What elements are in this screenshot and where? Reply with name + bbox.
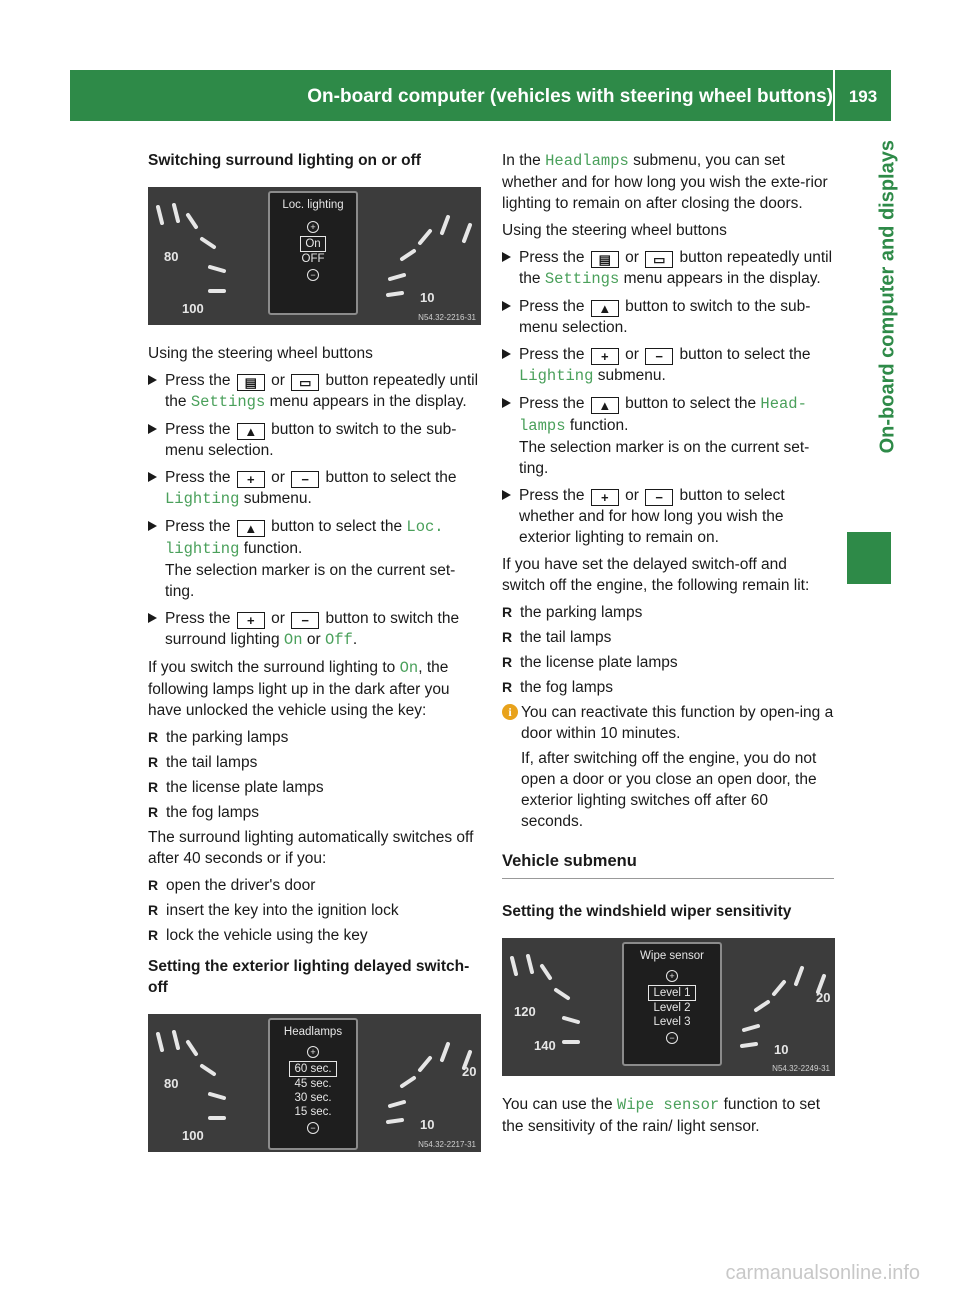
arrow-icon <box>148 521 157 531</box>
step-1: Press the ▤ or ▭ button repeatedly until the Settings menu appears in the display. <box>148 370 481 413</box>
plus-circle-icon: + <box>307 1046 319 1058</box>
list-item: R insert the key into the ignition lock <box>148 902 399 919</box>
plus-circle-icon: + <box>307 221 319 233</box>
side-tab-label: On-board computer and displays <box>876 140 898 454</box>
minus-key-icon: − <box>291 471 319 488</box>
minus-key-icon: − <box>291 612 319 629</box>
plus-circle-icon: + <box>666 970 678 982</box>
step-5: Press the + or − button to select whether and for how long you wish the exterior lighting to remain on. <box>502 485 834 548</box>
screen-option: 15 sec. <box>294 1106 332 1118</box>
step-1: Press the ▤ or ▭ button repeatedly until the Settings menu appears in the display. <box>502 247 834 290</box>
minus-circle-icon: − <box>666 1032 678 1044</box>
paragraph-headlamps-intro: In the Headlamps submenu, you can set whether and for how long you wish the exte-rior lighting to remain on after closing the doors. <box>502 152 828 212</box>
display-screen <box>268 1018 358 1150</box>
left-column <box>148 150 481 1170</box>
gauge-right-label-2: 20 <box>816 990 831 1005</box>
figure-code: N54.32-2216-31 <box>418 313 476 322</box>
display-screen <box>268 191 358 315</box>
plus-key-icon: + <box>591 489 619 506</box>
gauge-left-label-2: 100 <box>182 301 204 316</box>
watermark: carmanualsonline.info <box>725 1262 920 1284</box>
page-number: 193 <box>848 87 878 106</box>
info-note: i You can reactivate this function by open-ing a door within 10 minutes. If, after switching off the engine, you do not open a door or you close an open door, the exterior lighting switches off after 60 seconds. <box>502 702 834 832</box>
list-item: R the license plate lamps <box>148 779 324 796</box>
minus-key-icon: − <box>645 348 673 365</box>
figure-loc-lighting <box>148 187 481 325</box>
figure-code: N54.32-2249-31 <box>772 1064 830 1073</box>
minus-circle-icon: − <box>307 269 319 281</box>
header-title: On-board computer (vehicles with steering wheel buttons) <box>307 86 833 107</box>
section-heading-vehicle-submenu: Vehicle submenu <box>502 852 637 870</box>
screen-option-selected: 60 sec. <box>289 1061 336 1077</box>
figure-code: N54.32-2217-31 <box>418 1140 476 1149</box>
arrow-icon <box>502 490 511 500</box>
list-item: R the parking lamps <box>502 604 643 621</box>
arrow-icon <box>502 252 511 262</box>
arrow-icon <box>502 301 511 311</box>
paragraph-wipe-sensor: You can use the Wipe sensor function to set the sensitivity of the rain/ light sensor. <box>502 1096 821 1135</box>
list-item: R the fog lamps <box>502 679 614 696</box>
figure-headlamps <box>148 1014 481 1152</box>
plus-key-icon: + <box>237 471 265 488</box>
screen-option: Level 2 <box>653 1002 691 1014</box>
step-2: Press the ▲ button to switch to the sub-menu selection. <box>502 296 834 338</box>
up-key-icon: ▲ <box>237 423 265 440</box>
section-heading-surround-lighting: Switching surround lighting on or off <box>148 152 421 169</box>
step-4: Press the ▲ button to select the Head-lamps function. The selection marker is on the current set-ting. <box>502 393 834 479</box>
gauge-right-label-2: 20 <box>462 1064 477 1079</box>
arrow-icon <box>148 375 157 385</box>
section-heading-wiper-sensitivity: Setting the windshield wiper sensitivity <box>502 903 792 920</box>
paragraph-remain-lit: If you have set the delayed switch-off and switch off the engine, the following remain lit: <box>502 556 810 594</box>
step-3: Press the + or − button to select the Lighting submenu. <box>502 344 834 387</box>
list-item: R lock the vehicle using the key <box>148 927 368 944</box>
intro-text: Using the steering wheel buttons <box>148 345 373 362</box>
list-item: R the fog lamps <box>148 804 260 821</box>
up-key-icon: ▲ <box>237 520 265 537</box>
arrow-icon <box>148 472 157 482</box>
arrow-icon <box>148 424 157 434</box>
screen-option-selected: On <box>300 236 325 252</box>
menu-back-key-icon: ▤ <box>591 251 619 268</box>
gauge-left-label-2: 100 <box>182 1128 204 1143</box>
divider <box>502 878 834 879</box>
list-item: R the tail lamps <box>502 629 612 646</box>
arrow-icon <box>502 349 511 359</box>
figure-wipe-sensor <box>502 938 835 1076</box>
minus-key-icon: − <box>645 489 673 506</box>
side-tab-marker <box>847 532 891 584</box>
list-item: R the parking lamps <box>148 729 289 746</box>
gauge-right-label-1: 10 <box>774 1042 789 1057</box>
plus-key-icon: + <box>237 612 265 629</box>
gauge-right-label-1: 10 <box>420 290 435 305</box>
screen-option: Level 3 <box>653 1016 691 1028</box>
list-item: R open the driver's door <box>148 877 316 894</box>
gauge-right-label-1: 10 <box>420 1117 435 1132</box>
screen-title: Wipe sensor <box>640 950 704 962</box>
gauge-left-label-1: 80 <box>164 1076 179 1091</box>
list-item: R the license plate lamps <box>502 654 678 671</box>
arrow-icon <box>148 613 157 623</box>
minus-circle-icon: − <box>307 1122 319 1134</box>
gauge-left-label-2: 140 <box>534 1038 556 1053</box>
up-key-icon: ▲ <box>591 300 619 317</box>
info-icon: i <box>502 704 518 720</box>
paragraph-auto-off: The surround lighting automatically switches off after 40 seconds or if you: <box>148 829 474 867</box>
gauge-left-label-1: 120 <box>514 1004 536 1019</box>
step-5: Press the + or − button to switch the surround lighting On or Off. <box>148 608 481 651</box>
intro-text: Using the steering wheel buttons <box>502 222 727 239</box>
plus-key-icon: + <box>591 348 619 365</box>
menu-back-key-icon: ▤ <box>237 374 265 391</box>
paragraph-switch-on: If you switch the surround lighting to On, the following lamps light up in the dark after you have unlocked the vehicle using the key: <box>148 659 450 719</box>
step-2: Press the ▲ button to switch to the sub-menu selection. <box>148 419 481 461</box>
screen-title: Headlamps <box>283 1026 343 1038</box>
menu-forward-key-icon: ▭ <box>645 251 673 268</box>
list-item: R the tail lamps <box>148 754 258 771</box>
step-4: Press the ▲ button to select the Loc. lighting function. The selection marker is on the current set-ting. <box>148 516 481 602</box>
page-header <box>70 70 891 121</box>
arrow-icon <box>502 398 511 408</box>
screen-option: 45 sec. <box>294 1078 332 1090</box>
screen-option: 30 sec. <box>294 1092 332 1104</box>
screen-option: OFF <box>301 253 325 265</box>
right-column <box>502 150 834 1143</box>
up-key-icon: ▲ <box>591 397 619 414</box>
screen-option-selected: Level 1 <box>648 985 695 1001</box>
step-3: Press the + or − button to select the Lighting submenu. <box>148 467 481 510</box>
gauge-left-label-1: 80 <box>164 249 179 264</box>
display-screen <box>622 942 722 1066</box>
side-tab <box>842 140 898 560</box>
screen-title: Loc. lighting <box>282 199 344 211</box>
menu-forward-key-icon: ▭ <box>291 374 319 391</box>
section-heading-delayed-switch-off: Setting the exterior lighting delayed switch-off <box>148 958 470 996</box>
